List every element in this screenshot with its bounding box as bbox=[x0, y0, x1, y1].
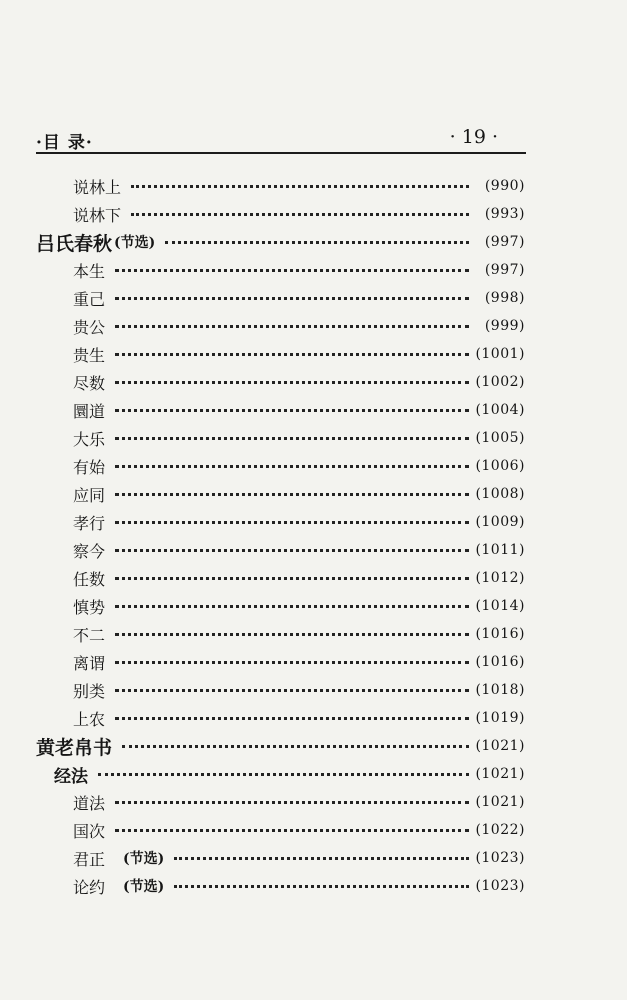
entry-title: 别类 bbox=[73, 681, 106, 701]
toc-entry bbox=[0, 592, 627, 620]
entry-page: (1021) bbox=[475, 738, 525, 754]
dot-leader bbox=[115, 492, 469, 496]
toc-entry bbox=[0, 256, 627, 284]
entry-page: (1016) bbox=[475, 626, 525, 642]
toc-entry bbox=[0, 172, 627, 200]
heading-note: (节选) bbox=[114, 235, 156, 251]
entry-title: 孝行 bbox=[73, 513, 106, 533]
entry-note: (节选) bbox=[123, 879, 165, 895]
dot-leader bbox=[174, 856, 469, 860]
dot-leader bbox=[174, 884, 469, 888]
dot-leader bbox=[115, 352, 469, 356]
dot-leader bbox=[131, 212, 469, 216]
dot-leader bbox=[115, 324, 469, 328]
toc-heading bbox=[0, 732, 627, 760]
entry-title: 察今 bbox=[73, 541, 106, 561]
entry-title: 道法 bbox=[73, 793, 106, 813]
subheading-title: 经法 bbox=[54, 766, 88, 787]
toc-entry bbox=[0, 508, 627, 536]
entry-title: 尽数 bbox=[73, 373, 106, 393]
dot-leader bbox=[115, 688, 469, 692]
dot-leader bbox=[115, 800, 469, 804]
toc-entry bbox=[0, 872, 627, 900]
entry-page: (1011) bbox=[475, 542, 525, 558]
toc-heading bbox=[0, 228, 627, 256]
toc-entry bbox=[0, 704, 627, 732]
entry-title: 君正 bbox=[73, 849, 106, 869]
page-number: · 19 · bbox=[449, 126, 498, 148]
entry-page: (1005) bbox=[475, 430, 525, 446]
entry-page: (1016) bbox=[475, 654, 525, 670]
toc-entry bbox=[0, 284, 627, 312]
entry-page: (997) bbox=[484, 234, 525, 250]
toc-entry bbox=[0, 480, 627, 508]
dot-leader bbox=[131, 184, 469, 188]
entry-page: (1012) bbox=[475, 570, 525, 586]
dot-leader bbox=[115, 660, 469, 664]
entry-page: (1002) bbox=[475, 374, 525, 390]
entry-page: (993) bbox=[484, 206, 525, 222]
toc-entry bbox=[0, 368, 627, 396]
entry-title: 大乐 bbox=[73, 429, 106, 449]
entry-page: (1001) bbox=[475, 346, 525, 362]
entry-page: (1021) bbox=[475, 794, 525, 810]
toc-entry bbox=[0, 396, 627, 424]
entry-title: 本生 bbox=[73, 261, 106, 281]
toc-entry bbox=[0, 620, 627, 648]
entry-title: 说林下 bbox=[73, 205, 122, 225]
entry-page: (1023) bbox=[475, 878, 525, 894]
entry-page: (1018) bbox=[475, 682, 525, 698]
entry-page: (1023) bbox=[475, 850, 525, 866]
entry-page: (999) bbox=[484, 318, 525, 334]
toc-entry bbox=[0, 648, 627, 676]
toc-entry bbox=[0, 676, 627, 704]
entry-title: 应同 bbox=[73, 485, 106, 505]
toc-entry bbox=[0, 340, 627, 368]
entry-title: 任数 bbox=[73, 569, 106, 589]
entry-note: (节选) bbox=[123, 851, 165, 867]
dot-leader bbox=[115, 828, 469, 832]
entry-title: 慎势 bbox=[73, 597, 106, 617]
dot-leader bbox=[98, 772, 469, 776]
toc-entry bbox=[0, 452, 627, 480]
table-of-contents bbox=[0, 172, 627, 900]
entry-title: 说林上 bbox=[73, 177, 122, 197]
entry-page: (1008) bbox=[475, 486, 525, 502]
dot-leader bbox=[115, 408, 469, 412]
dot-leader bbox=[115, 576, 469, 580]
toc-entry bbox=[0, 536, 627, 564]
dot-leader bbox=[115, 296, 469, 300]
toc-entry bbox=[0, 200, 627, 228]
dot-leader bbox=[115, 520, 469, 524]
dot-leader bbox=[115, 548, 469, 552]
toc-entry bbox=[0, 788, 627, 816]
dot-leader bbox=[122, 744, 469, 748]
entry-title: 离谓 bbox=[73, 653, 106, 673]
entry-page: (998) bbox=[484, 290, 525, 306]
entry-page: (1019) bbox=[475, 710, 525, 726]
entry-title: 不二 bbox=[73, 625, 106, 645]
entry-title: 贵公 bbox=[73, 317, 106, 337]
dot-leader bbox=[115, 268, 469, 272]
dot-leader bbox=[115, 716, 469, 720]
toc-entry bbox=[0, 312, 627, 340]
dot-leader bbox=[115, 464, 469, 468]
dot-leader bbox=[115, 632, 469, 636]
entry-title: 论约 bbox=[73, 877, 106, 897]
entry-page: (1009) bbox=[475, 514, 525, 530]
toc-entry bbox=[0, 424, 627, 452]
entry-page: (1014) bbox=[475, 598, 525, 614]
section-title: ·目 录· bbox=[36, 133, 93, 153]
dot-leader bbox=[165, 240, 469, 244]
toc-subheading bbox=[0, 760, 627, 788]
entry-page: (1004) bbox=[475, 402, 525, 418]
entry-title: 有始 bbox=[73, 457, 106, 477]
dot-leader bbox=[115, 380, 469, 384]
entry-page: (1021) bbox=[475, 766, 525, 782]
heading-title: 吕氏春秋 bbox=[36, 232, 113, 255]
entry-title: 贵生 bbox=[73, 345, 106, 365]
entry-title: 国次 bbox=[73, 821, 106, 841]
entry-title: 圜道 bbox=[73, 401, 106, 421]
entry-page: (990) bbox=[484, 178, 525, 194]
entry-title: 重己 bbox=[73, 289, 106, 309]
entry-page: (1006) bbox=[475, 458, 525, 474]
entry-page: (1022) bbox=[475, 822, 525, 838]
toc-entry bbox=[0, 844, 627, 872]
dot-leader bbox=[115, 436, 469, 440]
toc-entry bbox=[0, 564, 627, 592]
heading-title: 黄老帛书 bbox=[36, 736, 113, 759]
dot-leader bbox=[115, 604, 469, 608]
entry-page: (997) bbox=[484, 262, 525, 278]
entry-title: 上农 bbox=[73, 709, 106, 729]
running-header bbox=[36, 126, 526, 154]
toc-entry bbox=[0, 816, 627, 844]
